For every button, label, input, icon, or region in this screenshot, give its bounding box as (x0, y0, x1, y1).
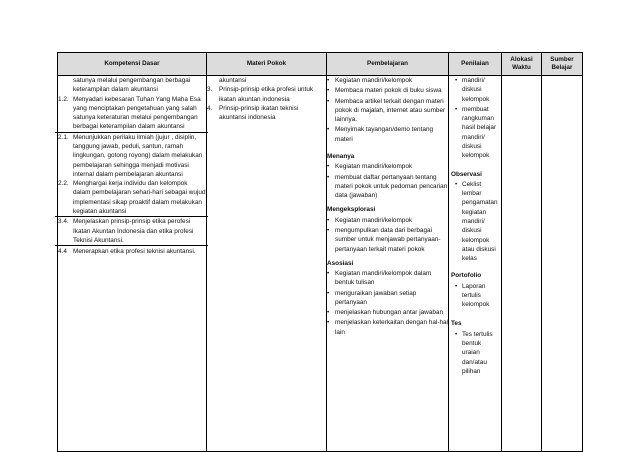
list-item: • membuat daftar pertanyaan tentang materi pokok untuk pedoman pencarian data (jawaban) (327, 173, 448, 200)
alokasi-waktu-cell (502, 76, 542, 452)
pembelajaran-cell (327, 76, 449, 452)
bullet-icon: • (455, 330, 458, 338)
section-title-mengeksplorasi: Mengeksplorasi (327, 206, 376, 214)
bullet-icon: • (327, 126, 330, 134)
list-item: • Kegiatan mandiri/kelompok dalam bentuk tulisan (327, 270, 432, 287)
list-item: • Laporan tertulis kelompok (455, 282, 490, 309)
section-title-menanya: Menanya (327, 152, 355, 160)
header-alokasi-waktu: Alokasi Waktu (502, 53, 542, 76)
kd-continuation: satunya melalui pengembangan berbagai keterampilan dalam akuntansi (73, 77, 191, 94)
list-item: • Menyimak tayangan/demo tentang materi (327, 126, 434, 143)
bullet-icon: • (455, 282, 458, 290)
bullet-icon: • (327, 319, 330, 327)
silabus-table (57, 52, 583, 452)
header-sumber-belajar: Sumber Belajar (542, 53, 583, 76)
bullet-icon: • (455, 180, 458, 188)
penilaian-cell (449, 76, 502, 452)
sumber-belajar-cell (542, 76, 583, 452)
bullet-icon: • (327, 97, 330, 105)
table-row (58, 76, 583, 452)
bullet-icon: • (327, 77, 330, 84)
list-item: • Kegiatan mandiri/kelompok (327, 216, 413, 224)
table-header-row (58, 53, 583, 76)
bullet-icon: • (327, 173, 330, 181)
list-item: • Kegiatan mandiri/kelompok (327, 77, 413, 84)
header-materi-pokok: Materi Pokok (207, 53, 327, 76)
bullet-icon: • (327, 270, 330, 278)
bullet-icon: • (327, 216, 330, 224)
section-title-portofolio: Portofolio (451, 272, 482, 280)
list-item: • Membaca materi pokok di buku siswa (327, 87, 442, 95)
header-kompetensi-dasar: Kompetensi Dasar (58, 53, 207, 76)
kd-4-4: 4.4 Menerapkan etika profesi teknisi akuntansi. (58, 248, 196, 256)
list-item: • menguraikan jawaban setiap pertanyaan (327, 289, 417, 306)
bullet-icon: • (327, 309, 330, 317)
list-item: • mandiri/ diskusi kelompok (455, 77, 490, 103)
list-item: • Kegiatan mandiri/kelompok (327, 163, 413, 171)
bullet-icon: • (455, 77, 458, 84)
list-item: • Ceklist lembar pengamatan kegiatan mandiri/ diskusi kelompok atau diskusi kelas (455, 180, 498, 263)
section-title-observasi: Observasi (451, 170, 482, 178)
kompetensi-dasar-cell (58, 76, 207, 452)
kd-1-2: 1.2. Menyadari kebesaran Tuhan Yang Maha Esa yang menciptakan pengetahuan yang salah satunya keteraturan melalui pengembangan berbagai keterampilan dalam akuntansi (58, 95, 201, 131)
section-title-asosiasi: Asosiasi (327, 259, 354, 267)
kd-divider (55, 245, 208, 246)
bullet-icon: • (327, 87, 330, 95)
materi-item-4: 4. Prinsip-prinsip ikatan teknisi akuntansi indonesia (207, 104, 299, 122)
bullet-icon: • (327, 226, 330, 234)
header-pembelajaran: Pembelajaran (327, 53, 449, 76)
list-item: • Membaca artikel terkait dengan materi pokok di majalah, internet atau sumber lainnya. (327, 97, 446, 124)
bullet-icon: • (327, 163, 330, 171)
materi-pokok-cell (207, 76, 327, 452)
list-item: • menjelaskan keterkaitan dengan hal-hal lain (327, 319, 448, 336)
kd-2-1: 2.1. Menunjukkan perilaku ilmiah (jujur , disiplin, tanggung jawab, peduli, santun, ramah lingkungan, gotong royong) dalam melakukan pembelajaran sehingga menjadi motivasi internal dalam pembelajaran akuntansi (58, 133, 203, 178)
kd-2-2: 2.2. Menghargai kerja individu dan kelompok dalam pembelajaran sehari-hari sebagai wujud implementasi sikap proaktif dalam melakukan kegiatan akuntansi (58, 180, 206, 215)
pembelajaran-top-list (327, 76, 448, 144)
materi-item-3: 3. Prinsip-prinsip etika profesi untuk ikatan akuntan indonesia (207, 86, 314, 103)
list-item: • menjelaskan hubungan antar jawaban (327, 309, 444, 317)
kd-3-4: 3.4. Menjelaskan prinsip-prinsip etika perofesi Ikatan Akuntan Indonesia dan etika profesi Teknisi Akuntansi. (58, 218, 194, 244)
bullet-icon: • (455, 105, 458, 113)
list-item: • mengumpulkan data dari berbagai sumber untuk menjawab pertanyaan-pertanyaan terkait materi pokok (327, 226, 441, 253)
bullet-icon: • (327, 289, 330, 297)
section-title-tes: Tes (451, 320, 462, 328)
materi-continuation: akuntansi (219, 77, 247, 84)
list-item: • Tes tertulis bentuk uraian dan/atau pilihan (455, 330, 493, 375)
list-item: • membuat rangkuman hasil belajar mandiri/ diskusi kelompok (455, 105, 497, 160)
header-penilaian: Penilaian (449, 53, 502, 76)
